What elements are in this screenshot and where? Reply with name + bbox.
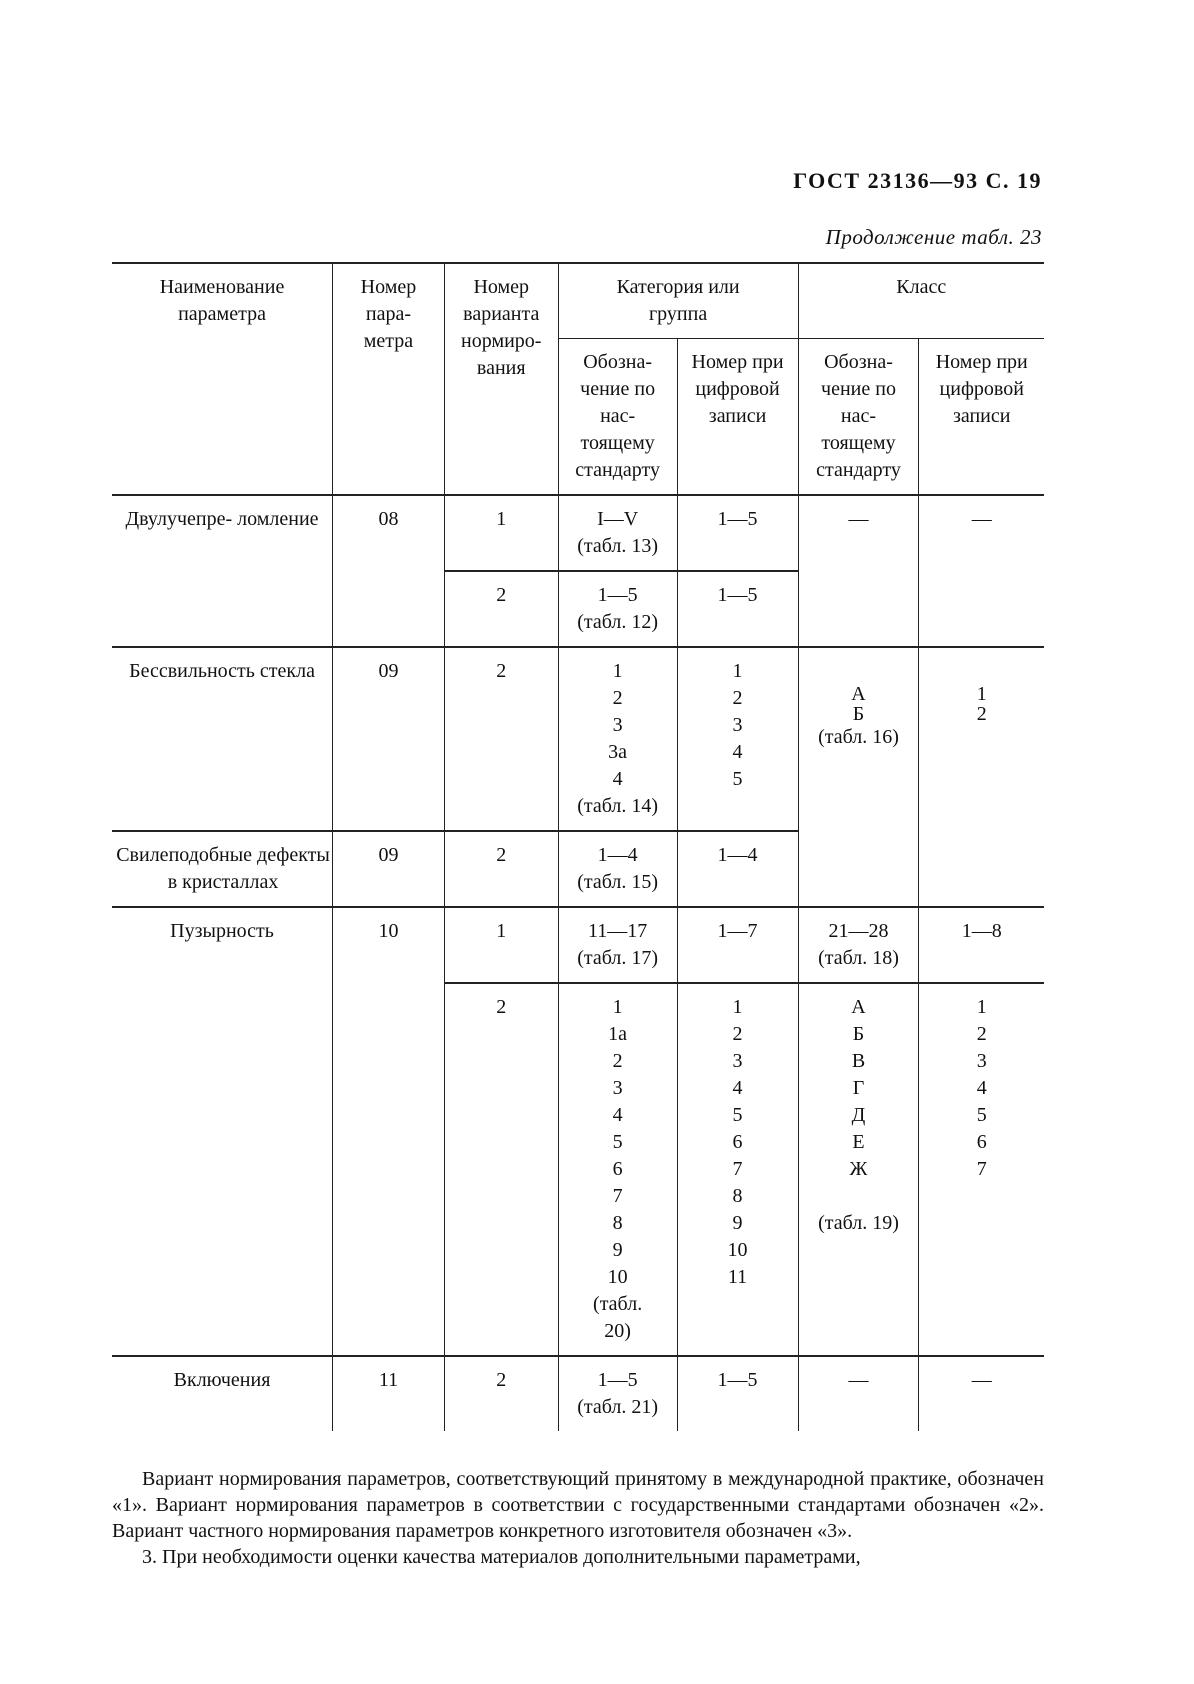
category-value: 3а bbox=[608, 741, 628, 763]
class-value: Д bbox=[851, 1104, 866, 1126]
category-ref: (табл. 21) bbox=[577, 1396, 659, 1418]
row-param-svil: 09 bbox=[333, 831, 445, 907]
category-num: 4 bbox=[732, 741, 743, 763]
class-value: Г bbox=[852, 1077, 865, 1099]
row-variant: 1 bbox=[444, 495, 558, 571]
paragraph-variants: Вариант нормирования параметров, соответствующий принятому в международной практике, обозначен «1». Вариант нормирования параметров в соответствии с государственными стандартами обозначен «2». Вариант частного нормирования параметров конкретного изготовителя обозначен «3». bbox=[112, 1468, 1044, 1542]
category-num: 10 bbox=[727, 1239, 748, 1261]
class-num: 5 bbox=[976, 1104, 987, 1126]
row-category-num: 1—7 bbox=[677, 907, 798, 983]
row-name-svil: Свилеподобные дефекты в кристаллах bbox=[112, 831, 333, 907]
row-param-dvu: 08 bbox=[333, 495, 445, 647]
table-row bbox=[112, 907, 1044, 983]
body-text bbox=[112, 1466, 1044, 1570]
row-variant: 1 bbox=[444, 907, 558, 983]
category-num: 7 bbox=[732, 1158, 743, 1180]
row-variant: 2 bbox=[444, 831, 558, 907]
class-value: Б bbox=[852, 1023, 865, 1045]
col-header-class-designation: Обозна- чение по нас- тоящему стандарту bbox=[798, 339, 919, 496]
row-param-vkl: 11 bbox=[333, 1356, 445, 1431]
row-category-num: 1—5 bbox=[677, 495, 798, 571]
class-num: 1 bbox=[976, 996, 987, 1018]
col-header-name: Наименование параметра bbox=[112, 263, 333, 495]
class-value: Б bbox=[852, 702, 865, 725]
category-num: 6 bbox=[732, 1131, 743, 1153]
class-num: 2 bbox=[976, 1023, 987, 1045]
class-ref: (табл. 16) bbox=[818, 725, 899, 748]
row-class-num: — bbox=[919, 1356, 1044, 1431]
category-num: 5 bbox=[732, 768, 743, 790]
category-num: 2 bbox=[732, 687, 743, 709]
col-header-param-no: Номер пара- метра bbox=[333, 263, 445, 495]
category-ref: (табл. bbox=[593, 1293, 643, 1315]
category-ref: (табл. 14) bbox=[577, 795, 659, 817]
row-category-num bbox=[677, 983, 798, 1356]
table-row bbox=[112, 647, 1044, 831]
category-value: 6 bbox=[612, 1158, 623, 1180]
row-class-num: — bbox=[919, 495, 1044, 647]
row-category-num: 1—5 bbox=[677, 571, 798, 647]
category-num: 1 bbox=[732, 660, 743, 682]
col-header-class-digital: Номер при цифровой записи bbox=[919, 339, 1044, 496]
col-header-category-group: Категория или группа bbox=[558, 263, 798, 339]
row-category bbox=[558, 983, 677, 1356]
category-value: 1—5 bbox=[597, 584, 638, 606]
row-category bbox=[558, 495, 677, 571]
row-category bbox=[558, 1356, 677, 1431]
row-variant: 2 bbox=[444, 1356, 558, 1431]
table-continuation-label: Продолжение табл. 23 bbox=[825, 225, 1042, 249]
category-value: 3 bbox=[612, 714, 623, 736]
class-value: А bbox=[851, 682, 866, 705]
category-value: 10 bbox=[607, 1266, 628, 1288]
parameters-table bbox=[112, 262, 1044, 1431]
class-ref: (табл. 19) bbox=[818, 1212, 899, 1234]
category-num: 2 bbox=[732, 1023, 743, 1045]
row-category bbox=[558, 571, 677, 647]
category-num: 5 bbox=[732, 1104, 743, 1126]
class-value: Ж bbox=[849, 1158, 868, 1180]
category-value: 4 bbox=[612, 1104, 623, 1126]
table-row bbox=[112, 1356, 1044, 1431]
row-name-vkl: Включения bbox=[173, 1369, 271, 1391]
category-value: 9 bbox=[612, 1239, 623, 1261]
row-class-ab bbox=[798, 647, 919, 907]
class-num: 7 bbox=[976, 1158, 987, 1180]
category-num: 9 bbox=[732, 1212, 743, 1234]
category-num: 4 bbox=[732, 1077, 743, 1099]
class-num: 6 bbox=[976, 1131, 987, 1153]
category-value: I—V bbox=[597, 508, 639, 530]
category-value: 2 bbox=[612, 1050, 623, 1072]
row-variant: 2 bbox=[444, 571, 558, 647]
row-variant: 2 bbox=[444, 983, 558, 1356]
row-category-num: 1—4 bbox=[677, 831, 798, 907]
col-header-category-digital: Номер при цифровой записи bbox=[677, 339, 798, 496]
row-class-num bbox=[919, 983, 1044, 1356]
category-ref: (табл. 13) bbox=[577, 535, 659, 557]
category-num: 11 bbox=[727, 1266, 748, 1288]
category-ref: (табл. 12) bbox=[577, 611, 659, 633]
category-value: 1—5 bbox=[597, 1369, 638, 1391]
row-category bbox=[558, 907, 677, 983]
row-name-bess: Бессвильность стекла bbox=[112, 647, 333, 831]
class-num: 1 bbox=[976, 682, 987, 705]
row-class: — bbox=[798, 495, 919, 647]
row-category-num bbox=[677, 647, 798, 831]
col-header-class: Класс bbox=[798, 263, 1044, 339]
row-class bbox=[798, 907, 919, 983]
category-value: 5 bbox=[612, 1131, 623, 1153]
class-value: 21—28 bbox=[828, 920, 889, 942]
category-value: 11—17 bbox=[587, 920, 648, 942]
category-value: 7 bbox=[612, 1185, 623, 1207]
table-row bbox=[112, 495, 1044, 571]
category-value: 3 bbox=[612, 1077, 623, 1099]
category-num: 3 bbox=[732, 714, 743, 736]
class-value: Е bbox=[852, 1131, 865, 1153]
category-ref: (табл. 17) bbox=[577, 947, 659, 969]
category-value: 1—4 bbox=[597, 844, 638, 866]
row-variant: 2 bbox=[444, 647, 558, 831]
row-param-bess: 09 bbox=[333, 647, 445, 831]
row-class: — bbox=[798, 1356, 919, 1431]
row-class-ab-num bbox=[919, 647, 1044, 907]
page-header: ГОСТ 23136—93 С. 19 bbox=[793, 168, 1042, 193]
category-value: 8 bbox=[612, 1212, 623, 1234]
row-category-num: 1—5 bbox=[677, 1356, 798, 1431]
category-num: 8 bbox=[732, 1185, 743, 1207]
category-value: 1 bbox=[612, 660, 623, 682]
class-num: 2 bbox=[976, 702, 987, 725]
category-value: 1а bbox=[608, 1023, 628, 1045]
category-num: 3 bbox=[732, 1050, 743, 1072]
category-num: 1 bbox=[732, 996, 743, 1018]
class-num: 3 bbox=[976, 1050, 987, 1072]
paragraph-item-3: 3. При необходимости оценки качества материалов дополнительными параметрами, bbox=[142, 1546, 861, 1568]
category-ref: 20) bbox=[604, 1320, 631, 1342]
row-name-puz: Пузырность bbox=[112, 907, 333, 1356]
row-class bbox=[798, 983, 919, 1356]
class-value: В bbox=[851, 1050, 866, 1072]
category-ref: (табл. 15) bbox=[577, 871, 659, 893]
row-class-num: 1—8 bbox=[919, 907, 1044, 983]
col-header-variant-no: Номер варианта нормиро- вания bbox=[444, 263, 558, 495]
class-ref: (табл. 18) bbox=[818, 947, 899, 969]
category-value: 4 bbox=[612, 768, 623, 790]
row-param-puz: 10 bbox=[333, 907, 445, 1356]
row-category bbox=[558, 831, 677, 907]
row-category bbox=[558, 647, 677, 831]
row-name-dvu: Двулучепре- ломление bbox=[112, 495, 333, 647]
col-header-category-designation: Обозна- чение по нас- тоящему стандарту bbox=[558, 339, 677, 496]
class-num: 4 bbox=[976, 1077, 987, 1099]
category-value: 2 bbox=[612, 687, 623, 709]
category-value: 1 bbox=[612, 996, 623, 1018]
class-value: А bbox=[851, 996, 866, 1018]
